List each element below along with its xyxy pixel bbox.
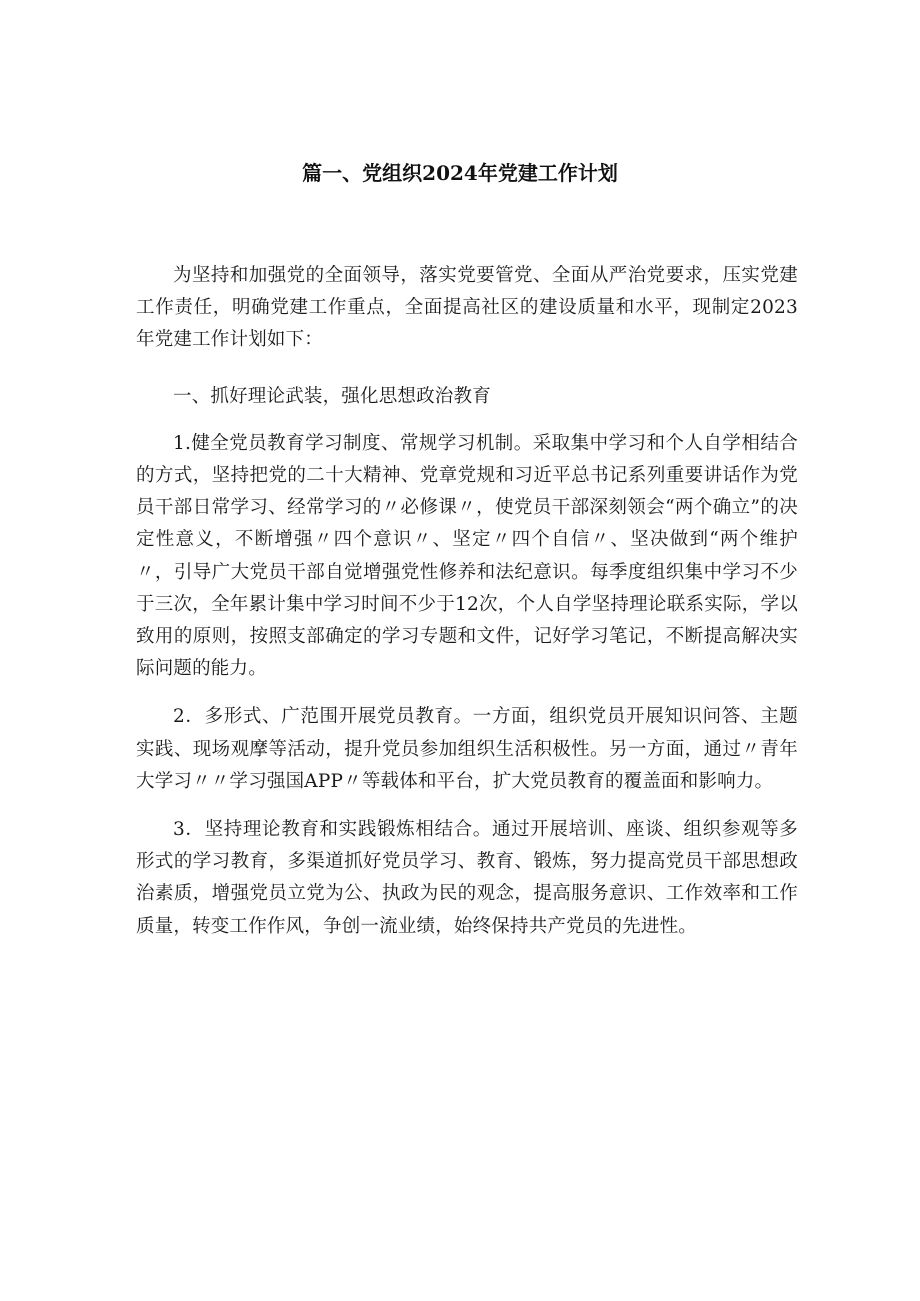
item-paragraph-3: 3．坚持理论教育和实践锻炼相结合。通过开展培训、座谈、组织参观等多形式的学习教育，多渠道抓好党员学习、教育、锻炼，努力提高党员干部思想政治素质，增强党员立党为公、执政为民的观念，提高服务意识、工作效率和工作质量，转变工作作风，争创一流业绩，始终保持共产党员的先进性。 <box>136 819 798 937</box>
document-body <box>136 260 798 959</box>
document-title: 篇一、党组织2024年党建工作计划 <box>302 161 618 185</box>
item-paragraph-2: 2．多形式、广范围开展党员教育。一方面，组织党员开展知识问答、主题实践、现场观摩等活动，提升党员参加组织生活积极性。另一方面，通过〃青年大学习〃〃学习强国APP〃等载体和平台，扩大党员教育的覆盖面和影响力。 <box>136 706 798 792</box>
intro-paragraph: 为坚持和加强党的全面领导，落实党要管党、全面从严治党要求，压实党建工作责任，明确党建工作重点，全面提高社区的建设质量和水平，现制定2023年党建工作计划如下： <box>136 265 798 351</box>
item-paragraph-1: 1.健全党员教育学习制度、常规学习机制。采取集中学习和个人自学相结合的方式，坚持把党的二十大精神、党章党规和习近平总书记系列重要讲话作为党员干部日常学习、经常学习的〃必修课〃，使党员干部深刻领会“两个确立”的决定性意义，不断增强〃四个意识〃、坚定〃四个自信〃、坚决做到“两个维护〃，引导广大党员干部自觉增强党性修养和法纪意识。每季度组织集中学习不少于三次，全年累计集中学习时间不少于12次，个人自学坚持理论联系实际，学以致用的原则，按照支部确定的学习专题和文件，记好学习笔记，不断提高解决实际问题的能力。 <box>136 432 798 680</box>
section-heading-1: 一、抓好理论武装，强化思想政治教育 <box>173 385 491 407</box>
